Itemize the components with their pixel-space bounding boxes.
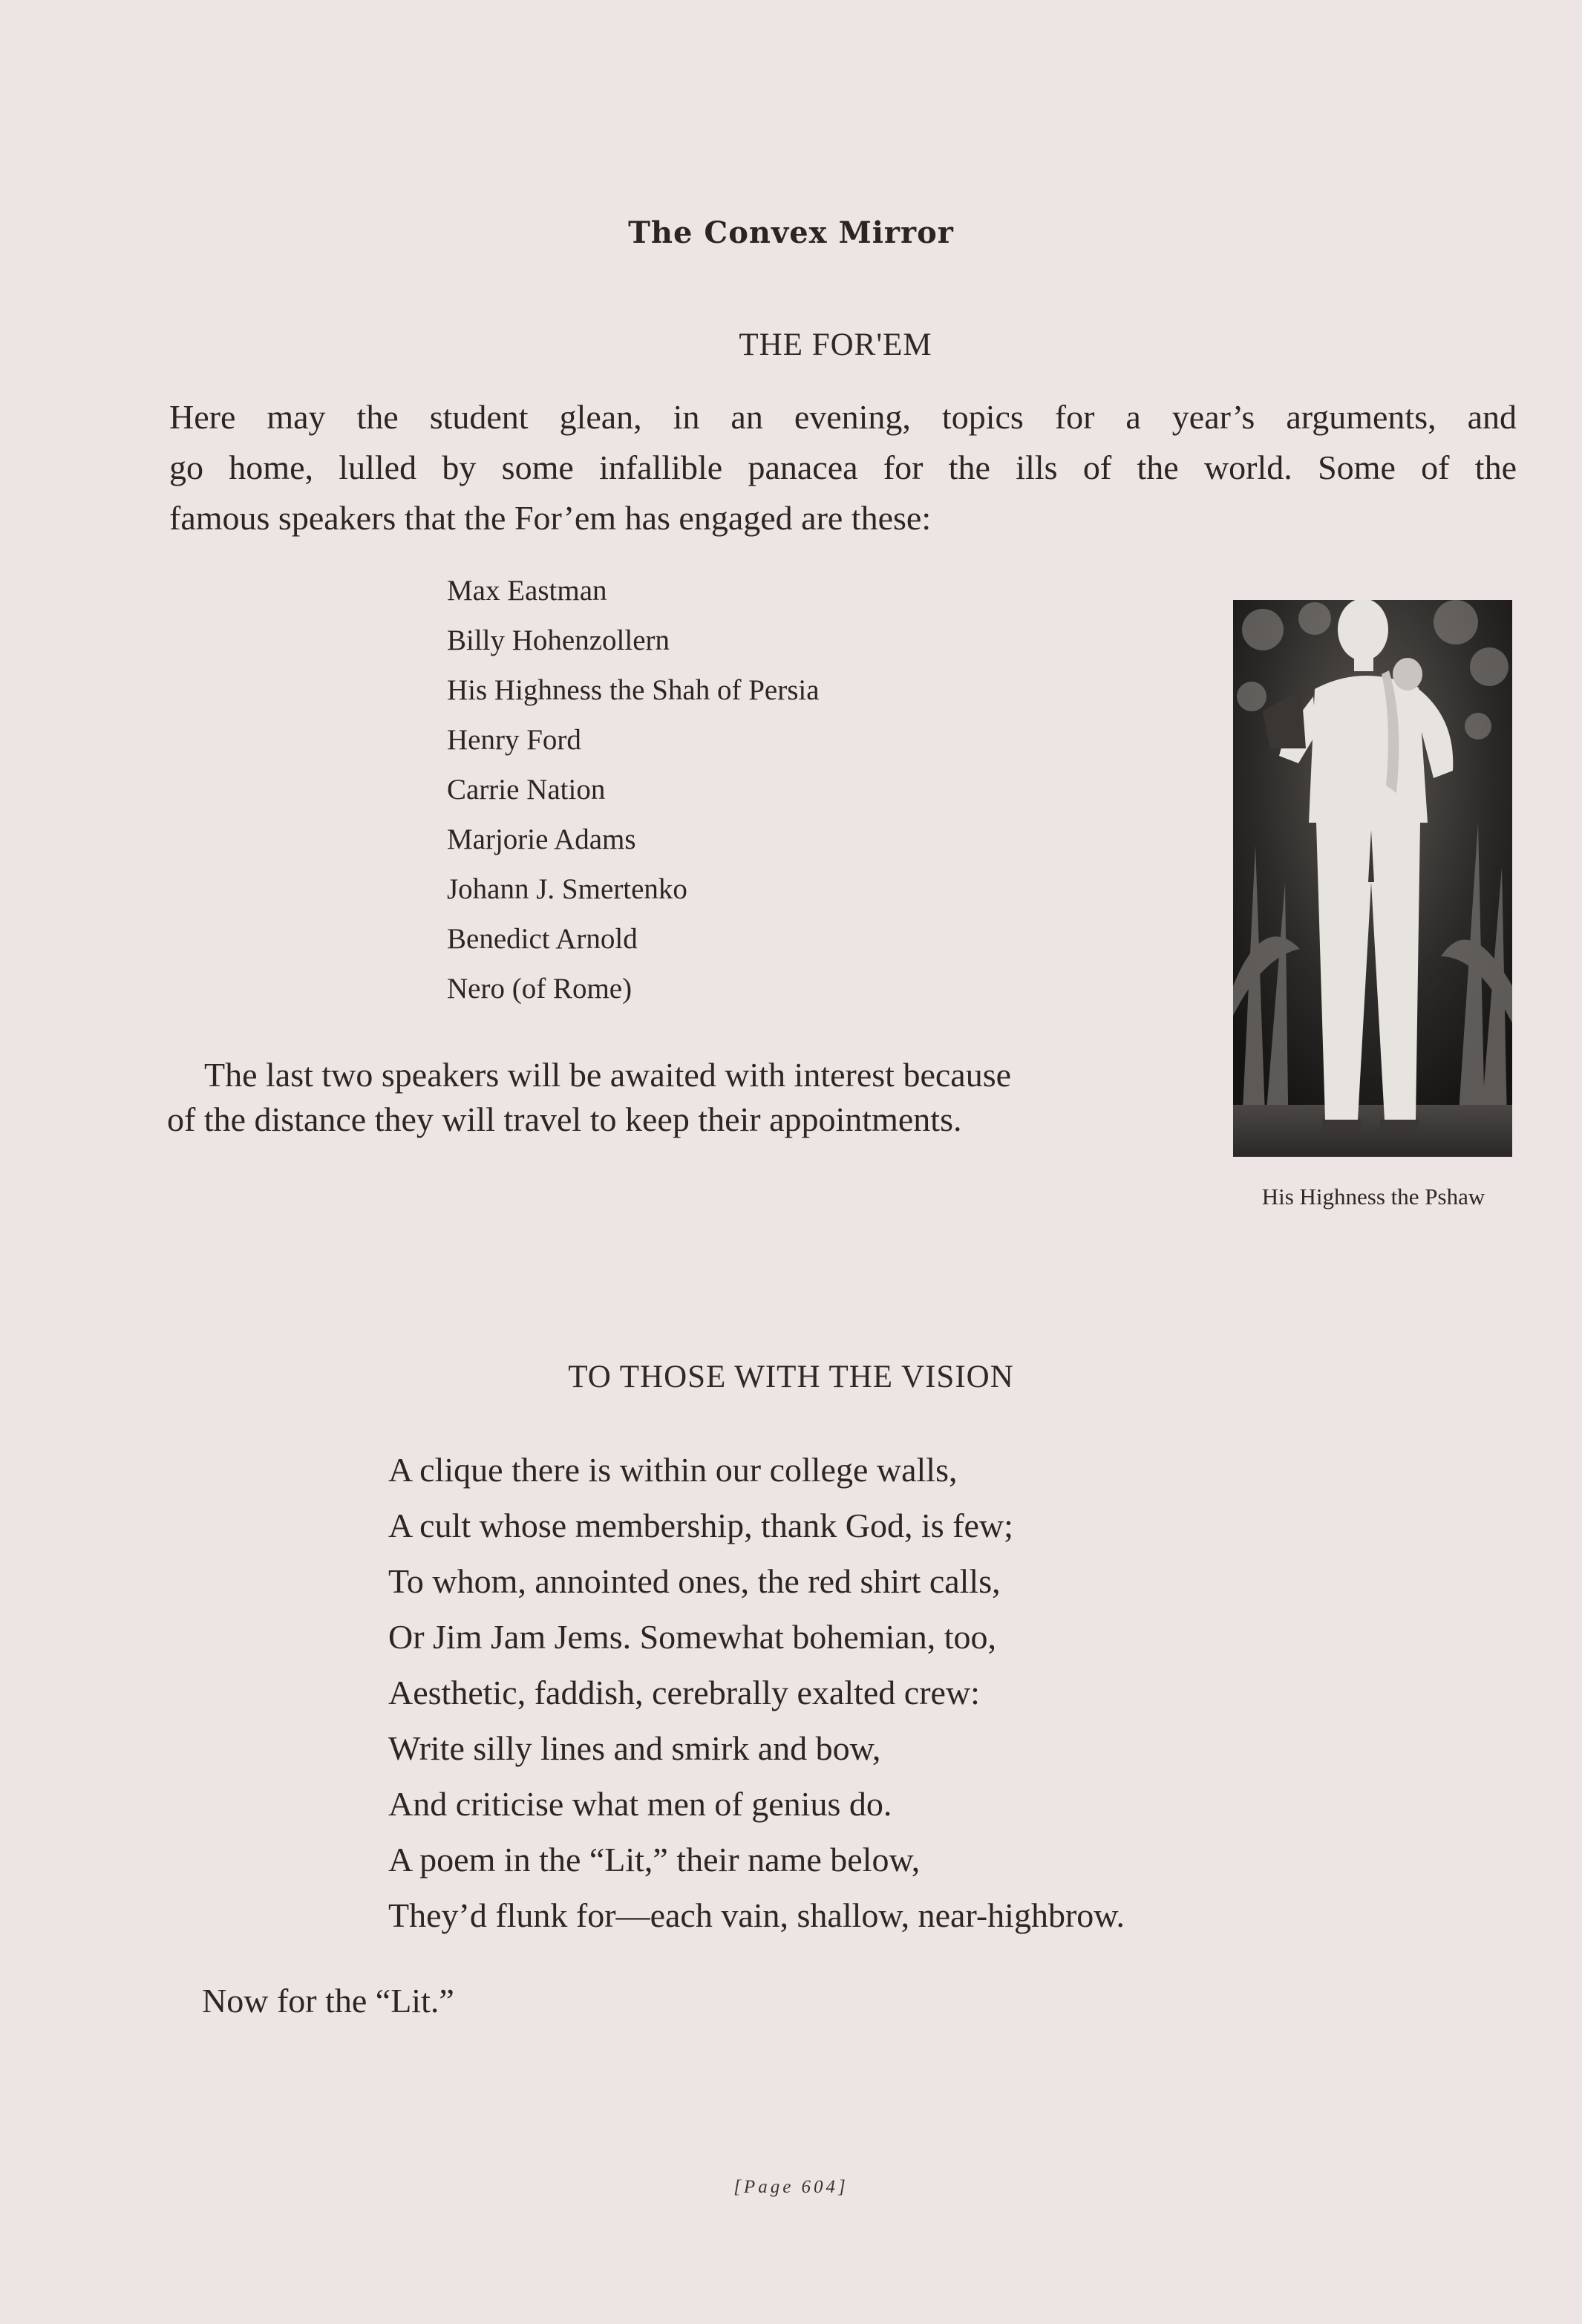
- poem-line: A clique there is within our college walls,: [388, 1451, 958, 1489]
- closing-line: The last two speakers will be awaited with interest because: [204, 1056, 1012, 1094]
- forem-heading: THE FOR'EM: [739, 327, 932, 362]
- speaker-item: Nero (of Rome): [447, 973, 633, 1005]
- poem-line: Write silly lines and smirk and bow,: [388, 1729, 881, 1767]
- poem: [388, 1442, 1125, 1943]
- poem-line: A poem in the “Lit,” their name below,: [388, 1841, 921, 1879]
- closing-line: of the distance they will travel to keep their appointments.: [167, 1100, 962, 1138]
- poem-line: They’d flunk for—each vain, shallow, near-highbrow.: [388, 1896, 1125, 1934]
- poem-line: Or Jim Jam Jems. Somewhat bohemian, too,: [388, 1618, 996, 1656]
- speaker-item: Carrie Nation: [447, 774, 606, 806]
- poem-line: And criticise what men of genius do.: [388, 1785, 892, 1823]
- speaker-item: Marjorie Adams: [447, 823, 636, 855]
- poem-line: A cult whose membership, thank God, is few;: [388, 1507, 1013, 1544]
- forem-closing-paragraph: [167, 1053, 1011, 1142]
- intro-line: Here may the student glean, in an evening, topics for a year’s arguments, and: [169, 398, 1517, 436]
- vision-heading: TO THOSE WITH THE VISION: [568, 1360, 1014, 1394]
- coda-line: Now for the “Lit.”: [202, 1982, 454, 2020]
- running-head: The Convex Mirror: [628, 215, 954, 250]
- forem-intro-paragraph: [169, 392, 1517, 544]
- intro-line: go home, lulled by some infallible panacea for the ills of the world. Some of the: [169, 448, 1517, 486]
- speaker-item: Benedict Arnold: [447, 923, 638, 955]
- speaker-item: Henry Ford: [447, 724, 581, 756]
- speaker-item: Max Eastman: [447, 575, 607, 607]
- speaker-list: [447, 566, 820, 1014]
- speaker-item: His Highness the Shah of Persia: [447, 674, 820, 706]
- intro-line: famous speakers that the For’em has engaged are these:: [169, 499, 932, 537]
- portrait-photo: [1233, 600, 1512, 1157]
- page-number: [Page 604]: [733, 2177, 849, 2197]
- poem-line: To whom, annointed ones, the red shirt calls,: [388, 1562, 1001, 1600]
- poem-line: Aesthetic, faddish, cerebrally exalted crew:: [388, 1674, 980, 1711]
- photo-caption: His Highness the Pshaw: [1261, 1184, 1485, 1210]
- speaker-item: Billy Hohenzollern: [447, 624, 670, 656]
- speaker-item: Johann J. Smertenko: [447, 873, 687, 905]
